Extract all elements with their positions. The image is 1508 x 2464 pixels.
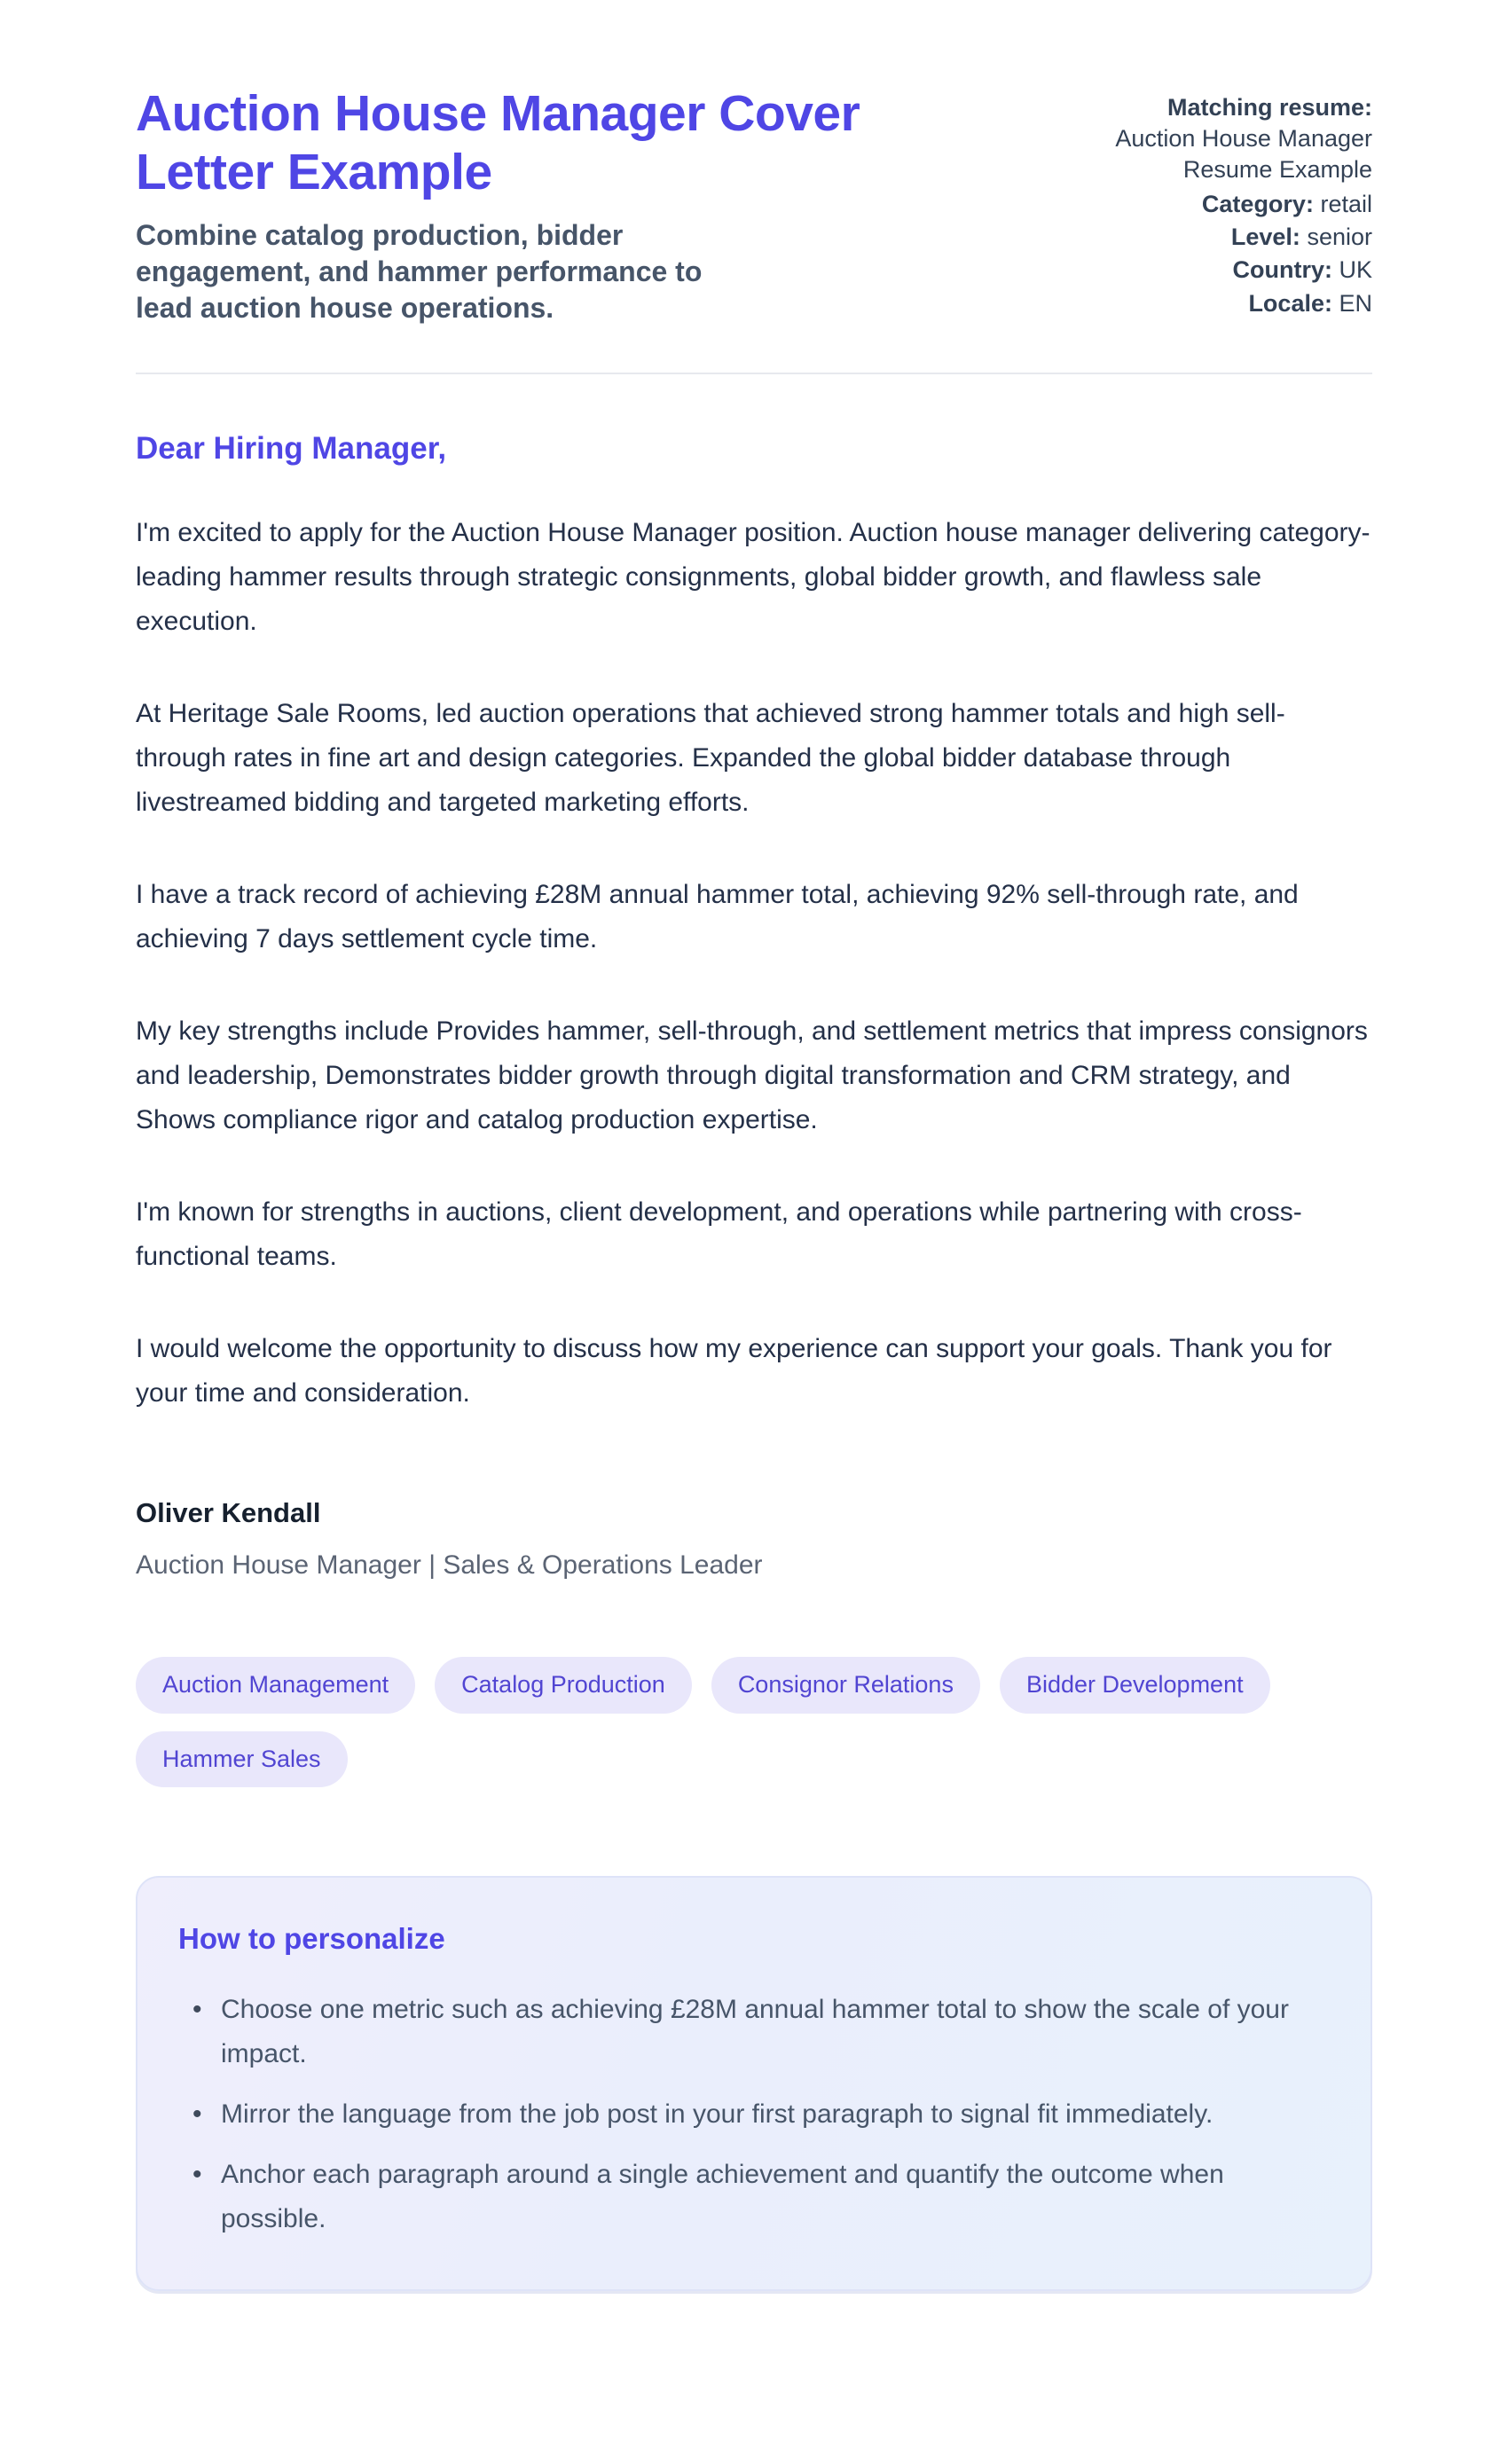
page-header xyxy=(136,85,1372,326)
cover-letter-page xyxy=(136,0,1372,2291)
meta-field-country xyxy=(1088,255,1372,286)
skill-tag: Auction Management xyxy=(136,1657,415,1714)
page-subtitle: Combine catalog production, bidder engagement, and hammer performance to lead auction house operations. xyxy=(136,219,703,324)
personalize-bullet: • Choose one metric such as achieving £28M annual hammer total to show the scale of your impact. xyxy=(187,1988,1330,2076)
letter-paragraph: I'm excited to apply for the Auction House Manager position. Auction house manager delivering category-leading hammer results through strategic consignments, global bidder growth, and flawless sale execution. xyxy=(136,517,1371,636)
letter-paragraph: I would welcome the opportunity to discuss how my experience can support your goals. Thank you for your time and consideration. xyxy=(136,1333,1332,1408)
personalize-list xyxy=(178,1988,1330,2241)
skill-tag: Bidder Development xyxy=(1000,1657,1270,1714)
meta-field-label: Country: xyxy=(1232,256,1332,284)
letter-paragraph: I'm known for strengths in auctions, client development, and operations while partnering with cross-functional teams. xyxy=(136,1197,1302,1271)
meta-field-level xyxy=(1088,222,1372,253)
meta-field-value: retail xyxy=(1320,191,1372,218)
matching-resume-label: Matching resume: xyxy=(1166,94,1372,121)
skill-tag: Catalog Production xyxy=(435,1657,692,1714)
skill-tags xyxy=(136,1657,1372,1787)
skill-tag: Consignor Relations xyxy=(711,1657,980,1714)
meta-field-label: Locale: xyxy=(1248,289,1332,317)
personalize-title: How to personalize xyxy=(178,1922,445,1956)
meta-field-value: senior xyxy=(1307,224,1372,251)
matching-resume-value: Auction House Manager Resume Example xyxy=(1115,125,1372,184)
meta-field-value: EN xyxy=(1339,289,1372,317)
signature-title: Auction House Manager | Sales & Operations Leader xyxy=(136,1550,763,1580)
signature-name: Oliver Kendall xyxy=(136,1496,321,1528)
letter-greeting: Dear Hiring Manager, xyxy=(136,430,447,466)
letter-paragraph: At Heritage Sale Rooms, led auction operations that achieved strong hammer totals and high sell-through rates in fine art and design categories. Expanded the global bidder database through livestreamed bidding and targeted marketing efforts. xyxy=(136,698,1285,817)
resume-meta-panel xyxy=(1088,85,1372,319)
matching-resume xyxy=(1088,92,1372,185)
meta-field-label: Level: xyxy=(1230,224,1300,251)
personalize-bullet: • Mirror the language from the job post in your first paragraph to signal fit immediately. xyxy=(187,2092,1330,2137)
page-title: Auction House Manager Cover Letter Example xyxy=(136,85,860,200)
meta-field-category xyxy=(1088,189,1372,220)
letter-paragraph: I have a track record of achieving £28M annual hammer total, achieving 92% sell-through rate, and achieving 7 days settlement cycle time. xyxy=(136,879,1299,953)
header-title-block xyxy=(136,85,961,326)
meta-field-value: UK xyxy=(1339,256,1372,284)
skill-tag: Hammer Sales xyxy=(136,1731,348,1788)
personalize-tips-box xyxy=(136,1876,1372,2291)
meta-field-locale xyxy=(1088,288,1372,319)
personalize-bullet: • Anchor each paragraph around a single achievement and quantify the outcome when possible. xyxy=(187,2153,1330,2241)
header-divider xyxy=(136,373,1372,374)
meta-field-label: Category: xyxy=(1201,191,1314,218)
letter-paragraph: My key strengths include Provides hammer, sell-through, and settlement metrics that impress consignors and leadership, Demonstrates bidder growth through digital transformation and CRM strategy, and Shows compliance rigor and catalog production expertise. xyxy=(136,1016,1368,1134)
